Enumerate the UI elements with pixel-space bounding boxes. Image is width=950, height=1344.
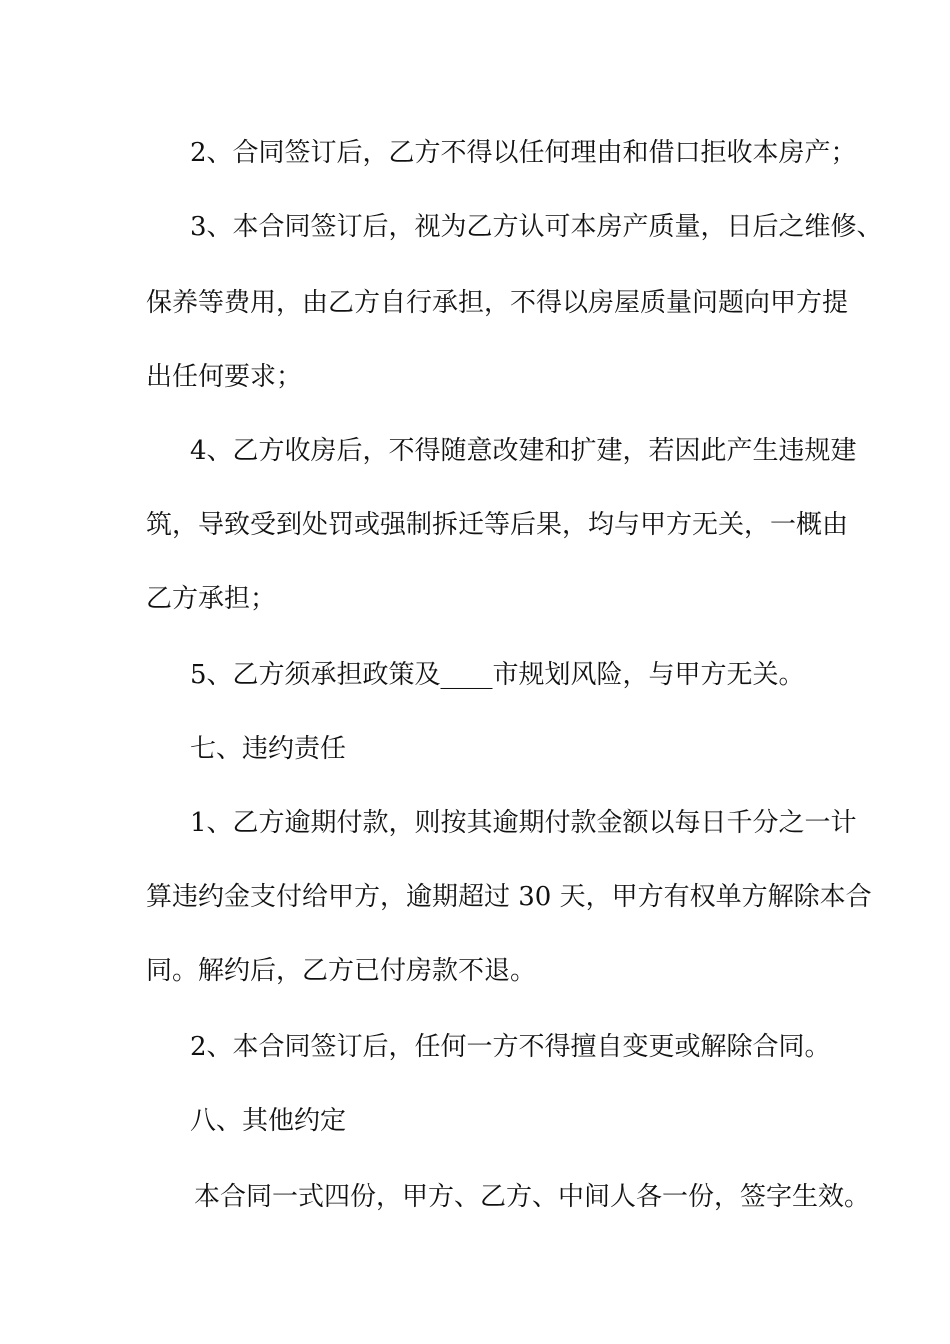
text-line: 筑，导致受到处罚或强制拆迁等后果，均与甲方无关，一概由 [146, 510, 849, 540]
text-line: 本合同一式四份，甲方、乙方、中间人各一份，签字生效。 [194, 1182, 871, 1212]
text-line: 1、乙方逾期付款，则按其逾期付款金额以每日千分之一计 [190, 808, 857, 838]
text-line: 2、本合同签订后，任何一方不得擅自变更或解除合同。 [190, 1032, 831, 1062]
text-line: 3、本合同签订后，视为乙方认可本房产质量，日后之维修、 [190, 212, 883, 242]
section-heading: 八、其他约定 [190, 1106, 347, 1136]
text-line: 5、乙方须承担政策及____市规划风险，与甲方无关。 [190, 660, 805, 690]
text-line: 同。解约后，乙方已付房款不退。 [146, 956, 537, 986]
text-line: 乙方承担； [146, 584, 277, 614]
section-heading: 七、违约责任 [190, 734, 347, 764]
text-line: 保养等费用，由乙方自行承担，不得以房屋质量问题向甲方提 [146, 288, 849, 318]
text-line: 出任何要求； [146, 362, 303, 392]
text-line: 2、合同签订后，乙方不得以任何理由和借口拒收本房产； [190, 138, 857, 168]
text-line: 4、乙方收房后，不得随意改建和扩建，若因此产生违规建 [190, 436, 857, 466]
text-line: 算违约金支付给甲方，逾期超过 30 天，甲方有权单方解除本合 [146, 882, 872, 912]
